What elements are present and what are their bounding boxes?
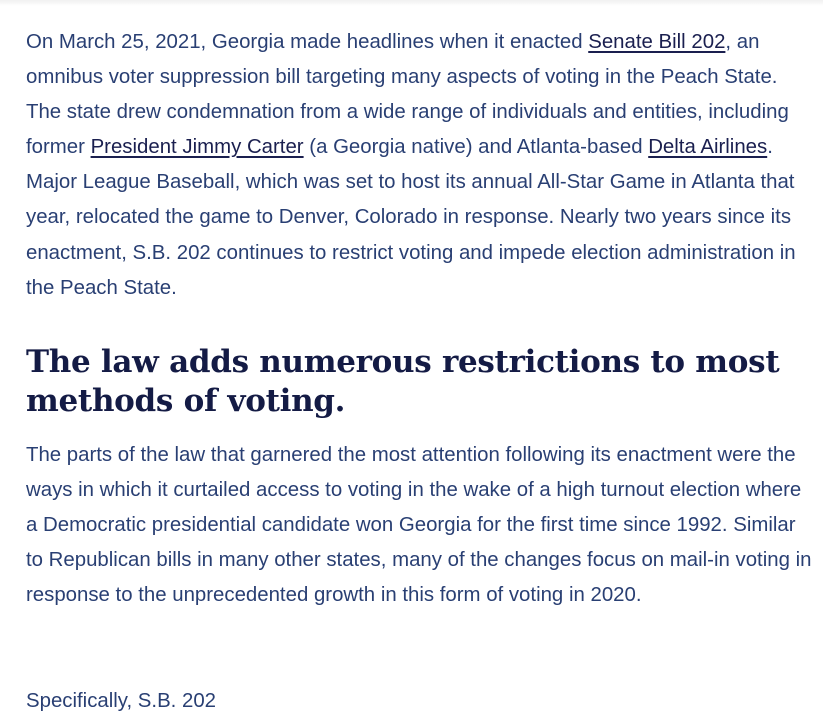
specifically-paragraph: Specifically, S.B. 202: [26, 690, 217, 712]
intro-text-1: On March 25, 2021, Georgia made headlines when it enacted: [26, 31, 589, 53]
intro-text-2: , an omnibus voter suppression bill targeting many aspects of voting in the Peach State. The state drew condemnation from a wide range of individuals and entities, including former: [26, 31, 789, 159]
body-paragraph: The parts of the law that garnered the most attention following its enactment were the ways in which it curtailed access to voting in the wake of a high turnout election where a Democratic presidential candidate won Georgia for the first time since 1992. Similar to Republican bills in many other states, many of the changes focus on mail-in voting in response to the unprecedented growth in this form of voting in 2020.: [26, 444, 812, 607]
president-jimmy-carter-link[interactable]: President Jimmy Carter: [90, 136, 304, 159]
intro-text-3: (a Georgia native) and Atlanta-based: [303, 136, 649, 159]
top-edge-shadow: [0, 0, 823, 6]
intro-paragraph: [26, 25, 816, 306]
senate-bill-202-link[interactable]: Senate Bill 202: [588, 31, 726, 53]
section-heading: The law adds numerous restrictions to most methods of voting.: [26, 344, 780, 419]
intro-text-4: . Major League Baseball, which was set to host its annual All-Star Game in Atlanta that year, relocated the game to Denver, Colorado in response. Nearly two years since its enactment, S.B. 202 continues to restrict voting and impede election administration in the Peach State.: [26, 136, 796, 299]
delta-airlines-link[interactable]: Delta Airlines: [648, 136, 768, 159]
